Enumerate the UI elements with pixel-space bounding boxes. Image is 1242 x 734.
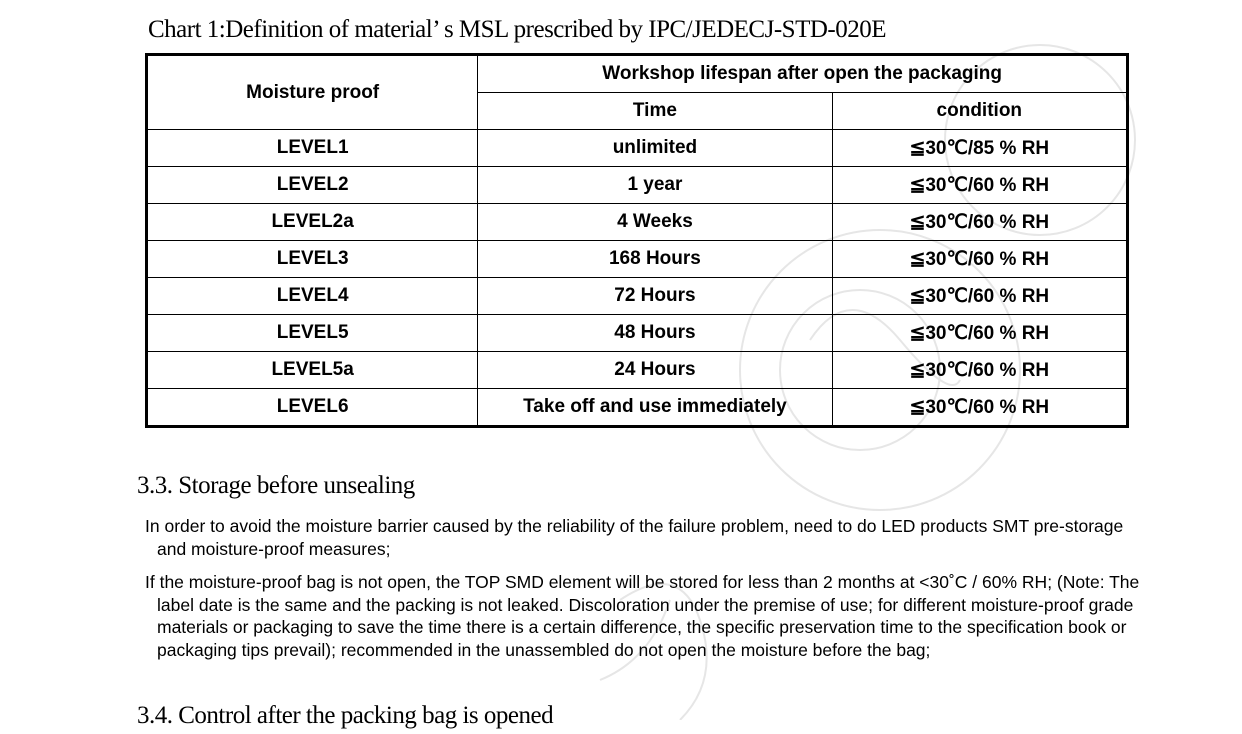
table-row	[147, 315, 1128, 352]
level-cell: LEVEL4	[147, 278, 478, 315]
level-cell: LEVEL2	[147, 167, 478, 204]
time-cell: 4 Weeks	[478, 204, 832, 241]
condition-cell: ≦30℃/60 % RH	[832, 167, 1127, 204]
time-cell: 24 Hours	[478, 352, 832, 389]
table-row	[147, 352, 1128, 389]
table-row	[147, 130, 1128, 167]
level-cell: LEVEL1	[147, 130, 478, 167]
time-cell: 72 Hours	[478, 278, 832, 315]
table-row	[147, 204, 1128, 241]
level-cell: LEVEL2a	[147, 204, 478, 241]
level-cell: LEVEL3	[147, 241, 478, 278]
level-cell: LEVEL6	[147, 389, 478, 427]
condition-cell: ≦30℃/60 % RH	[832, 315, 1127, 352]
condition-cell: ≦30℃/60 % RH	[832, 278, 1127, 315]
condition-cell: ≦30℃/60 % RH	[832, 389, 1127, 427]
section-3-3-paragraph-2: If the moisture-proof bag is not open, the TOP SMD element will be stored for less than 2 months at <30˚C / 60% RH; (Note: The label date is the same and the packing is not leaked. Discoloration under the premise of use; for different moisture-proof grade materials or packaging to save the time there is a certain difference, the specific preservation time to the specification book or packaging tips prevail); recommended in the unassembled do not open the moisture before the bag;	[145, 572, 1140, 660]
time-cell: 1 year	[478, 167, 832, 204]
table-row	[147, 278, 1128, 315]
time-cell: unlimited	[478, 130, 832, 167]
section-3-4-title: 3.4. Control after the packing bag is opened	[137, 702, 554, 729]
condition-cell: ≦30℃/60 % RH	[832, 241, 1127, 278]
header-time: Time	[478, 93, 832, 130]
condition-cell: ≦30℃/60 % RH	[832, 352, 1127, 389]
section-3-3-paragraph-1: In order to avoid the moisture barrier caused by the reliability of the failure problem, need to do LED products SMT pre-storage and moisture-proof measures;	[145, 516, 1124, 559]
header-moisture-proof: Moisture proof	[147, 55, 478, 130]
level-cell: LEVEL5	[147, 315, 478, 352]
condition-cell: ≦30℃/60 % RH	[832, 204, 1127, 241]
table-row	[147, 389, 1128, 427]
chart-title: Chart 1:Definition of material’ s MSL prescribed by IPC/JEDECJ-STD-020E	[148, 16, 886, 43]
level-cell: LEVEL5a	[147, 352, 478, 389]
time-cell: 168 Hours	[478, 241, 832, 278]
table-header-row	[147, 55, 1128, 93]
condition-cell: ≦30℃/85 % RH	[832, 130, 1127, 167]
section-3-3-title: 3.3. Storage before unsealing	[137, 472, 415, 499]
header-workshop-lifespan: Workshop lifespan after open the packaging	[478, 55, 1128, 93]
time-cell: 48 Hours	[478, 315, 832, 352]
msl-table	[145, 53, 1129, 428]
time-cell: Take off and use immediately	[478, 389, 832, 427]
table-row	[147, 241, 1128, 278]
header-condition: condition	[832, 93, 1127, 130]
table-row	[147, 167, 1128, 204]
